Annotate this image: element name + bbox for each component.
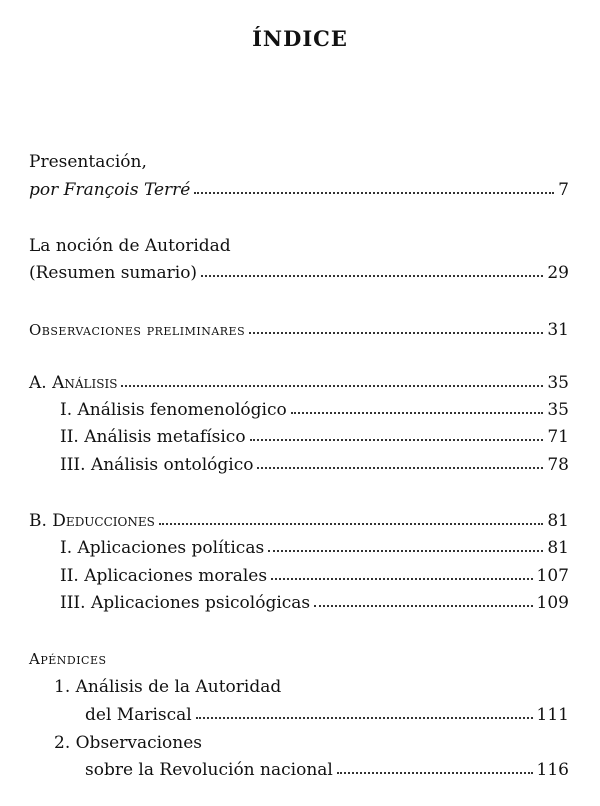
toc-label: III. Aplicaciones psicológicas [60, 593, 311, 613]
page-title: ÍNDICE [252, 26, 348, 51]
toc-page-number: 29 [547, 263, 569, 283]
toc-label: Observaciones preliminares [29, 321, 246, 339]
toc-entry-observaciones[interactable] [29, 320, 569, 340]
toc-nocion-title: La noción de Autoridad [29, 236, 231, 256]
toc-page-number: 31 [547, 320, 569, 340]
toc-page-number: 35 [547, 400, 569, 420]
toc-page-number: 107 [536, 566, 569, 586]
toc-label: sobre la Revolución nacional [85, 760, 333, 780]
toc-page-number: 7 [558, 180, 569, 200]
toc-label: del Mariscal [85, 705, 192, 725]
toc-entry-analisis-fenomenologico[interactable] [60, 400, 569, 420]
toc-page-number: 71 [547, 427, 569, 447]
dot-leader [291, 411, 544, 414]
dot-leader [257, 466, 543, 469]
toc-label [29, 373, 117, 393]
toc-page-number: 111 [536, 705, 569, 725]
toc-label: II. Análisis metafísico [60, 427, 246, 447]
toc-entry-aplicaciones-psicologicas[interactable] [60, 593, 569, 613]
dot-leader [250, 438, 544, 441]
toc-label: I. Aplicaciones políticas [60, 538, 265, 558]
toc-presentacion-title: Presentación, [29, 152, 147, 172]
toc-page-number: 109 [536, 593, 569, 613]
toc-entry-presentacion[interactable] [29, 180, 569, 200]
toc-page-number: 35 [547, 373, 569, 393]
toc-page-number: 81 [547, 538, 569, 558]
toc-label-text: B. Deducciones [29, 511, 155, 531]
toc-apendice-2-title: 2. Observaciones [54, 733, 203, 753]
toc-entry-apendice-2[interactable] [85, 760, 569, 780]
toc-page-number: 81 [547, 511, 569, 531]
toc-label: II. Aplicaciones morales [60, 566, 268, 586]
toc-entry-aplicaciones-politicas[interactable] [60, 538, 569, 558]
dot-leader [194, 191, 554, 194]
dot-leader [271, 577, 532, 580]
toc-entry-nocion[interactable] [29, 263, 569, 283]
toc-label: (Resumen sumario) [29, 263, 198, 283]
toc-apendices-heading: Apéndices [29, 650, 107, 668]
dot-leader [121, 384, 543, 387]
dot-leader [314, 604, 532, 607]
toc-entry-aplicaciones-morales[interactable] [60, 566, 569, 586]
dot-leader [196, 716, 533, 719]
toc-entry-analisis-ontologico[interactable] [60, 455, 569, 475]
toc-label: III. Análisis ontológico [60, 455, 254, 475]
toc-apendice-1-title: 1. Análisis de la Autoridad [54, 677, 282, 697]
dot-leader [249, 331, 543, 334]
toc-label [29, 511, 155, 531]
dot-leader [159, 522, 544, 525]
toc-entry-analisis[interactable] [29, 373, 569, 393]
toc-label: I. Análisis fenomenológico [60, 400, 287, 420]
toc-entry-analisis-metafisico[interactable] [60, 427, 569, 447]
toc-page-number: 78 [547, 455, 569, 475]
toc-label-text: A. Análisis [29, 373, 118, 393]
dot-leader [201, 274, 543, 277]
toc-page-number: 116 [536, 760, 569, 780]
toc-entry-apendice-1[interactable] [85, 705, 569, 725]
toc-entry-deducciones[interactable] [29, 511, 569, 531]
toc-label: por François Terré [29, 180, 191, 200]
dot-leader [337, 771, 533, 774]
dot-leader [268, 549, 543, 552]
